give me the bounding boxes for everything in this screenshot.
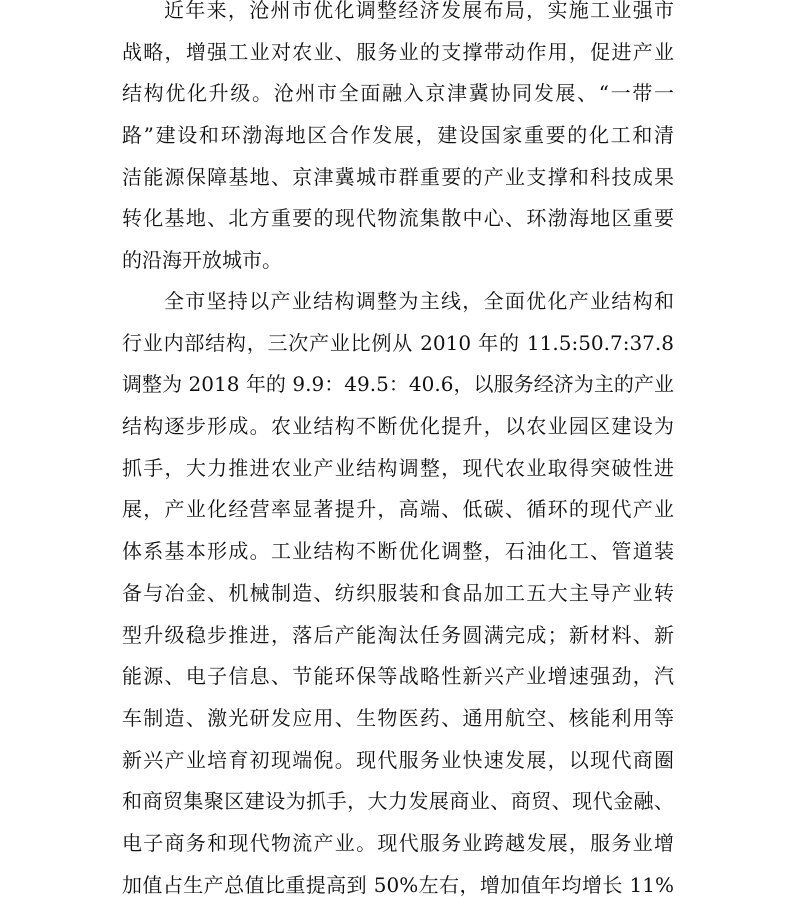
text-line: 调整为 2018 年的 9.9：49.5：40.6，以服务经济为主的产业 (122, 372, 674, 397)
text-line: 路”建设和环渤海地区合作发展，建设国家重要的化工和清 (122, 123, 674, 148)
text-line: 加值占生产总值比重提高到 50%左右，增加值年均增长 11% (122, 872, 674, 897)
text-line: 型升级稳步推进，落后产能淘汰任务圆满完成；新材料、新 (122, 622, 674, 647)
text-line: 近年来，沧州市优化调整经济发展布局，实施工业强市 (164, 0, 674, 22)
text-line: 备与冶金、机械制造、纺织服装和食品加工五大主导产业转 (122, 580, 674, 605)
text-line: 的沿海开放城市。 (122, 248, 282, 273)
text-line: 能源、电子信息、节能环保等战略性新兴产业增速强劲，汽 (122, 664, 674, 689)
text-line: 转化基地、北方重要的现代物流集散中心、环渤海地区重要 (122, 206, 674, 231)
paragraph-1 (122, 0, 674, 282)
text-line: 结构优化升级。沧州市全面融入京津冀协同发展、“一带一 (122, 81, 674, 106)
text-line: 洁能源保障基地、京津冀城市群重要的产业支撑和科技成果 (122, 164, 674, 189)
text-line: 车制造、激光研发应用、生物医药、通用航空、核能利用等 (122, 705, 674, 730)
text-line: 电子商务和现代物流产业。现代服务业跨越发展，服务业增 (122, 830, 674, 855)
paragraph-2 (122, 281, 674, 906)
text-line: 行业内部结构，三次产业比例从 2010 年的 11.5:50.7:37.8 (122, 330, 674, 355)
text-line: 展，产业化经营率显著提升，高端、低碳、循环的现代产业 (122, 497, 674, 522)
text-line: 体系基本形成。工业结构不断优化调整，石油化工、管道装 (122, 539, 674, 564)
text-line: 战略，增强工业对农业、服务业的支撑带动作用，促进产业 (122, 39, 674, 64)
text-line: 抓手，大力推进农业产业结构调整，现代农业取得突破性进 (122, 455, 674, 480)
text-line: 结构逐步形成。农业结构不断优化提升，以农业园区建设为 (122, 414, 674, 439)
text-line: 全市坚持以产业结构调整为主线，全面优化产业结构和 (164, 289, 674, 313)
text-line: 新兴产业培育初现端倪。现代服务业快速发展，以现代商圈 (122, 747, 674, 772)
text-line: 和商贸集聚区建设为抓手，大力发展商业、商贸、现代金融、 (122, 789, 674, 814)
